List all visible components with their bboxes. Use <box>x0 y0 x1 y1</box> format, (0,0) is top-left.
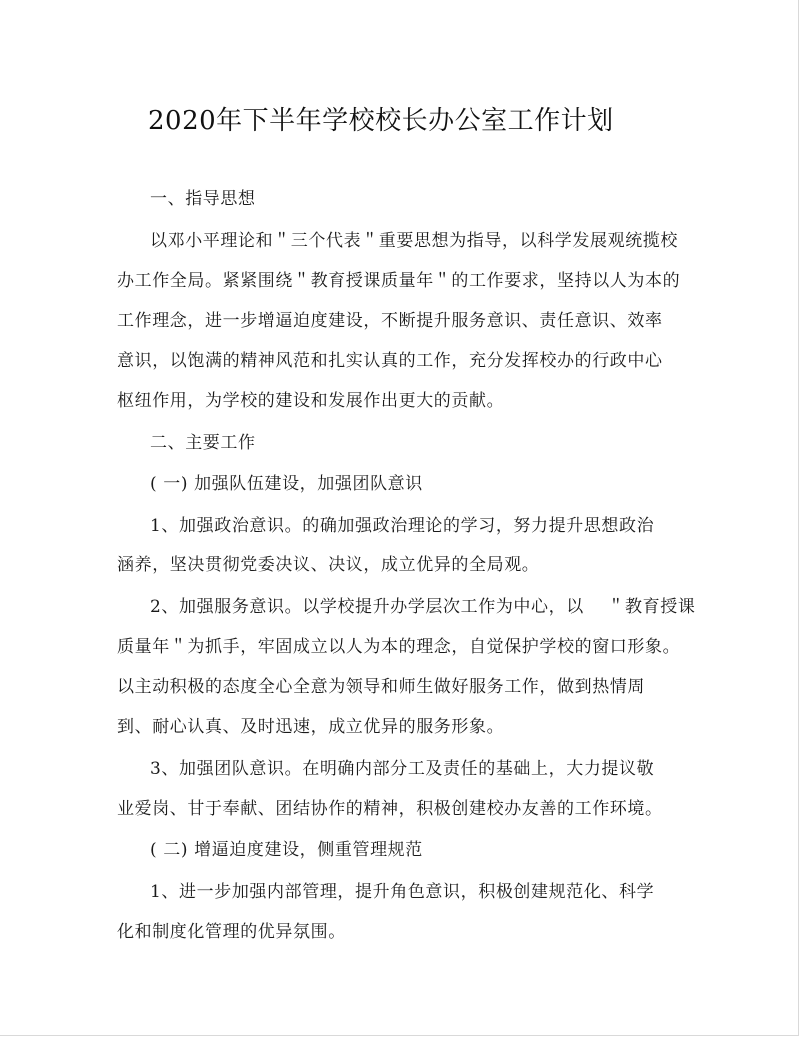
paragraph-line: 工作理念，进一步增逼迫度建设，不断提升服务意识、责任意识、效率 <box>117 311 663 331</box>
paragraph-line: 3、加强团队意识。在明确内部分工及责任的基础上，大力提议敬 <box>150 759 655 779</box>
paragraph-line: 1、加强政治意识。的确加强政治理论的学习，努力提升思想政治 <box>150 516 655 536</box>
subsection-heading-system-building: ( 二) 增逼迫度建设，侧重管理规范 <box>150 840 423 860</box>
subsection-heading-team-building: ( 一) 加强队伍建设，加强团队意识 <box>150 474 423 494</box>
paragraph-line: 以邓小平理论和＂三个代表＂重要思想为指导，以科学发展观统揽校 <box>150 231 678 251</box>
paragraph-line: 1、进一步加强内部管理，提升角色意识，积极创建规范化、科学 <box>150 882 655 902</box>
paragraph-line: 业爱岗、甘于奉献、团结协作的精神，积极创建校办友善的工作环境。 <box>117 799 663 819</box>
paragraph-line: 2、加强服务意识。以学校提升办学层次工作为中心，以 ＂教育授课 <box>150 597 696 617</box>
paragraph-line: 到、耐心认真、及时迅速，成立优异的服务形象。 <box>117 717 505 737</box>
paragraph-line: 办工作全局。紧紧围绕＂教育授课质量年＂的工作要求，坚持以人为本的 <box>117 271 681 291</box>
paragraph-line: 质量年＂为抓手，牢固成立以人为本的理念，自觉保护学校的窗口形象。 <box>117 637 681 657</box>
section-heading-main-work: 二、主要工作 <box>150 433 256 453</box>
paragraph-line: 涵养，坚决贯彻党委决议、决议，成立优异的全局观。 <box>117 555 540 575</box>
document-title: 2020年下半年学校校长办公室工作计划 <box>148 106 614 136</box>
paragraph-line: 化和制度化管理的优异氛围。 <box>117 922 346 942</box>
paragraph-line: 意识，以饱满的精神风范和扎实认真的工作，充分发挥校办的行政中心 <box>117 351 663 371</box>
paragraph-line: 枢纽作用，为学校的建设和发展作出更大的贡献。 <box>117 391 505 411</box>
paragraph-line: 以主动积极的态度全心全意为领导和师生做好服务工作，做到热情周 <box>117 677 645 697</box>
section-heading-guiding-ideology: 一、指导思想 <box>150 189 256 209</box>
